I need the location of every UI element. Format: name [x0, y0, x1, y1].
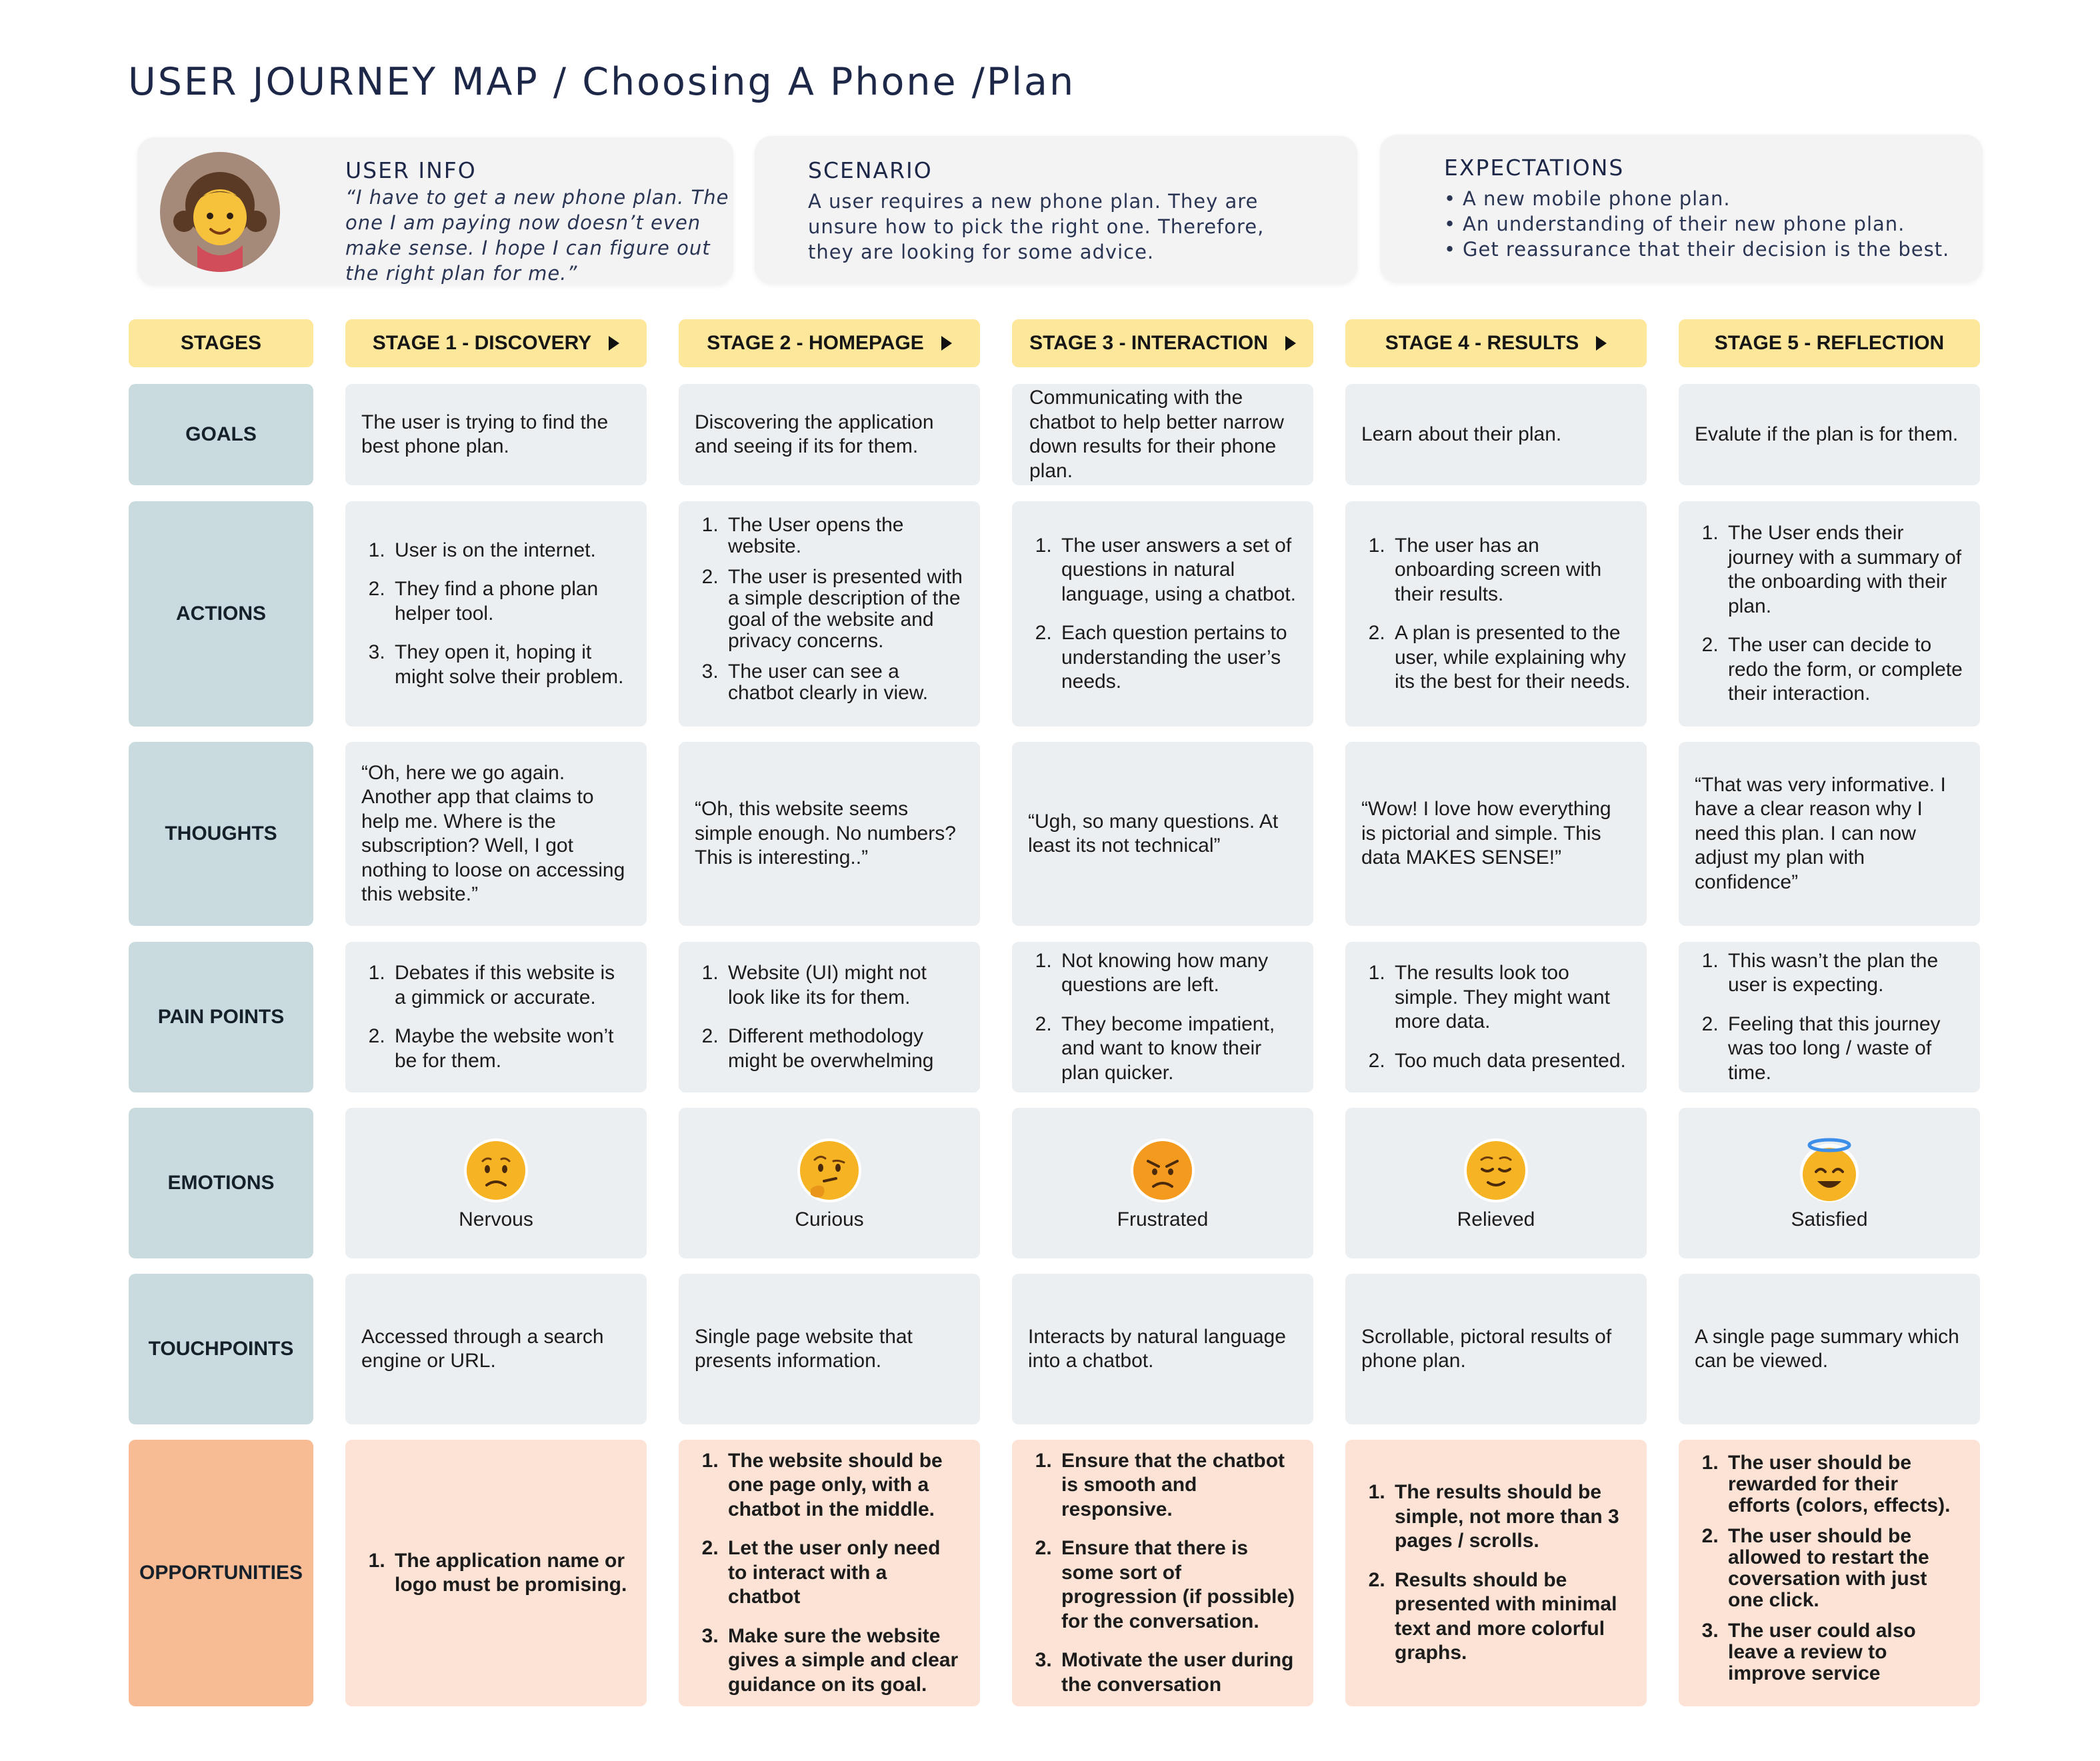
pain-point-item: 1. Website (UI) might not look like its for them.	[724, 961, 964, 1010]
expectation-item: • A new mobile phone plan.	[1444, 186, 1971, 211]
action-item: 1. The User ends their journey with a summary of the onboarding with their plan.	[1724, 521, 1964, 619]
action-list	[695, 515, 964, 713]
worried-face-icon	[463, 1137, 529, 1204]
opportunity-item: 1. The website should be one page only, with a chatbot in the middle.	[724, 1449, 964, 1522]
opportunity-list	[1695, 1452, 1964, 1694]
pain-points-label: PAIN POINTS	[129, 942, 313, 1092]
stage-2-header	[679, 319, 980, 367]
action-list	[1028, 534, 1297, 695]
opportunity-item: 3. The user could also leave a review to improve service	[1724, 1620, 1964, 1684]
action-cell	[1679, 501, 1980, 727]
pain-point-item: 2. Maybe the website won’t be for them.	[391, 1024, 631, 1073]
thought-cell: “Oh, here we go again. Another app that claims to help me. Where is the subscription? Well, I got nothing to loose on accessing this website.”	[345, 742, 647, 926]
thought-cell: “That was very informative. I have a clear reason why I need this plan. I can now adjust my plan with confidence”	[1679, 742, 1980, 926]
pain-point-list	[1695, 949, 1964, 1086]
touchpoint-cell: Scrollable, pictoral results of phone plan.	[1345, 1274, 1647, 1424]
stage-4-label: STAGE 4 - RESULTS	[1385, 331, 1579, 354]
goal-cell: Communicating with the chatbot to help better narrow down results for their phone plan.	[1012, 384, 1313, 485]
scenario-text: A user requires a new phone plan. They are unsure how to pick the right one. Therefore, they are looking for some advice.	[808, 190, 1265, 263]
touchpoint-cell: A single page summary which can be viewed.	[1679, 1274, 1980, 1424]
pain-point-item: 1. The results look too simple. They might want more data.	[1391, 961, 1631, 1034]
girl-avatar-icon	[160, 152, 280, 272]
pain-point-list	[1028, 949, 1297, 1086]
expectations-list	[1444, 186, 1971, 262]
thought-cell: “Oh, this website seems simple enough. No numbers? This is interesting..”	[679, 742, 980, 926]
play-arrow-icon	[1596, 336, 1607, 351]
stage-2-label: STAGE 2 - HOMEPAGE	[707, 331, 924, 354]
opportunity-item: 2. Let the user only need to interact with a chatbot	[724, 1536, 964, 1610]
touchpoints-label: TOUCHPOINTS	[129, 1274, 313, 1424]
action-item: 2. They find a phone plan helper tool.	[391, 577, 631, 626]
pain-point-item: 1. This wasn’t the plan the user is expecting.	[1724, 949, 1964, 998]
touchpoint-cell: Accessed through a search engine or URL.	[345, 1274, 647, 1424]
opportunities-label: OPPORTUNITIES	[129, 1440, 313, 1706]
emotion-cell	[1345, 1108, 1647, 1258]
pain-point-list	[361, 961, 631, 1073]
pain-point-item: 2. Feeling that this journey was too long / waste of time.	[1724, 1012, 1964, 1086]
action-item: 2. A plan is presented to the user, while explaining why its the best for their needs.	[1391, 621, 1631, 695]
pain-point-item: 2. They become impatient, and want to know their plan quicker.	[1057, 1012, 1297, 1086]
action-item: 2. The user can decide to redo the form, or complete their interaction.	[1724, 633, 1964, 707]
scenario-card	[755, 136, 1357, 284]
pain-point-cell	[1679, 942, 1980, 1092]
emotion-cell	[1012, 1108, 1313, 1258]
emotion-label: Curious	[795, 1208, 864, 1230]
expectation-item: • Get reassurance that their decision is the best.	[1444, 237, 1971, 262]
opportunity-list	[1361, 1480, 1631, 1666]
opportunity-item: 1. The application name or logo must be promising.	[391, 1549, 631, 1598]
play-arrow-icon	[609, 336, 619, 351]
thought-cell: “Ugh, so many questions. At least its not technical”	[1012, 742, 1313, 926]
opportunity-cell	[1679, 1440, 1980, 1706]
opportunity-item: 2. The user should be allowed to restart the coversation with just one click.	[1724, 1526, 1964, 1611]
actions-label: ACTIONS	[129, 501, 313, 727]
opportunity-cell	[679, 1440, 980, 1706]
emotion-cell	[345, 1108, 647, 1258]
pain-point-item: 2. Too much data presented.	[1391, 1049, 1631, 1074]
pain-point-cell	[679, 942, 980, 1092]
action-item: 2. Each question pertains to understanding the user’s needs.	[1057, 621, 1297, 695]
action-item: 1. The user has an onboarding screen with their results.	[1391, 534, 1631, 607]
opportunity-item: 3. Make sure the website gives a simple and clear guidance on its goal.	[724, 1624, 964, 1698]
stage-5-header	[1679, 319, 1980, 367]
opportunity-item: 1. The user should be rewarded for their efforts (colors, effects).	[1724, 1452, 1964, 1516]
goals-label: GOALS	[129, 384, 313, 485]
stage-4-header	[1345, 319, 1647, 367]
action-cell	[679, 501, 980, 727]
pain-point-cell	[1012, 942, 1313, 1092]
pain-point-list	[1361, 961, 1631, 1073]
action-cell	[1345, 501, 1647, 727]
play-arrow-icon	[941, 336, 952, 351]
expectation-item: • An understanding of their new phone plan.	[1444, 211, 1971, 237]
angry-face-icon	[1129, 1137, 1196, 1204]
opportunity-item: 2. Results should be presented with minimal text and more colorful graphs.	[1391, 1568, 1631, 1666]
emotion-label: Satisfied	[1791, 1208, 1868, 1230]
action-item: 1. User is on the internet.	[391, 539, 631, 563]
touchpoint-cell: Interacts by natural language into a chatbot.	[1012, 1274, 1313, 1424]
user-info-text	[345, 157, 732, 286]
play-arrow-icon	[1285, 336, 1296, 351]
opportunity-list	[361, 1549, 631, 1598]
opportunity-item: 2. Ensure that there is some sort of progression (if possible) for the conversation.	[1057, 1536, 1297, 1634]
pain-point-cell	[1345, 942, 1647, 1092]
user-avatar	[160, 152, 280, 272]
action-list	[1361, 534, 1631, 695]
opportunity-item: 1. Ensure that the chatbot is smooth and responsive.	[1057, 1449, 1297, 1522]
opportunity-cell	[1012, 1440, 1313, 1706]
pain-point-list	[695, 961, 964, 1073]
action-list	[1695, 521, 1964, 707]
emotion-label: Nervous	[459, 1208, 533, 1230]
relieved-face-icon	[1463, 1137, 1529, 1204]
action-cell	[345, 501, 647, 727]
scenario-heading: SCENARIO	[808, 157, 933, 183]
pain-point-item: 1. Not knowing how many questions are left.	[1057, 949, 1297, 998]
action-item: 3. The user can see a chatbot clearly in view.	[724, 661, 964, 704]
opportunity-list	[1028, 1449, 1297, 1698]
emotion-label: Relieved	[1457, 1208, 1535, 1230]
page-title: USER JOURNEY MAP / Choosing A Phone /Plan	[128, 60, 1076, 104]
opportunity-item: 3. Motivate the user during the conversation	[1057, 1648, 1297, 1697]
thoughts-label: THOUGHTS	[129, 742, 313, 926]
stage-3-header	[1012, 319, 1313, 367]
emotion-label: Frustrated	[1117, 1208, 1209, 1230]
opportunity-cell	[1345, 1440, 1647, 1706]
stage-1-label: STAGE 1 - DISCOVERY	[372, 331, 592, 354]
action-item: 2. The user is presented with a simple description of the goal of the website and privacy concerns.	[724, 567, 964, 652]
pain-point-item: 1. Debates if this website is a gimmick or accurate.	[391, 961, 631, 1010]
opportunity-list	[695, 1449, 964, 1698]
opportunity-item: 1. The results should be simple, not more than 3 pages / scrolls.	[1391, 1480, 1631, 1554]
stage-1-header	[345, 319, 647, 367]
goal-cell: Learn about their plan.	[1345, 384, 1647, 485]
touchpoint-cell: Single page website that presents information.	[679, 1274, 980, 1424]
opportunity-cell	[345, 1440, 647, 1706]
stage-3-label: STAGE 3 - INTERACTION	[1029, 331, 1268, 354]
goal-cell: The user is trying to find the best phone plan.	[345, 384, 647, 485]
action-item: 1. The User opens the website.	[724, 515, 964, 557]
pain-point-cell	[345, 942, 647, 1092]
thinking-face-icon	[796, 1137, 863, 1204]
expectations-card	[1380, 135, 1983, 283]
action-list	[361, 539, 631, 690]
emotion-cell	[1679, 1108, 1980, 1258]
goal-cell: Discovering the application and seeing if its for them.	[679, 384, 980, 485]
user-quote: “I have to get a new phone plan. The one I am paying now doesn’t even make sense. I hope I can figure out the right plan for me.”	[345, 186, 729, 285]
emotions-label: EMOTIONS	[129, 1108, 313, 1258]
thought-cell: “Wow! I love how everything is pictorial and simple. This data MAKES SENSE!”	[1345, 742, 1647, 926]
expectations-heading: EXPECTATIONS	[1444, 155, 1625, 181]
user-info-heading: USER INFO	[345, 157, 477, 183]
action-item: 1. The user answers a set of questions in natural language, using a chatbot.	[1057, 534, 1297, 607]
goal-cell: Evalute if the plan is for them.	[1679, 384, 1980, 485]
emotion-cell	[679, 1108, 980, 1258]
pain-point-item: 2. Different methodology might be overwhelming	[724, 1024, 964, 1073]
stage-5-label: STAGE 5 - REFLECTION	[1714, 331, 1945, 354]
halo-face-icon	[1796, 1137, 1863, 1204]
action-cell	[1012, 501, 1313, 727]
action-item: 3. They open it, hoping it might solve their problem.	[391, 641, 631, 689]
stages-label: STAGES	[129, 319, 313, 367]
